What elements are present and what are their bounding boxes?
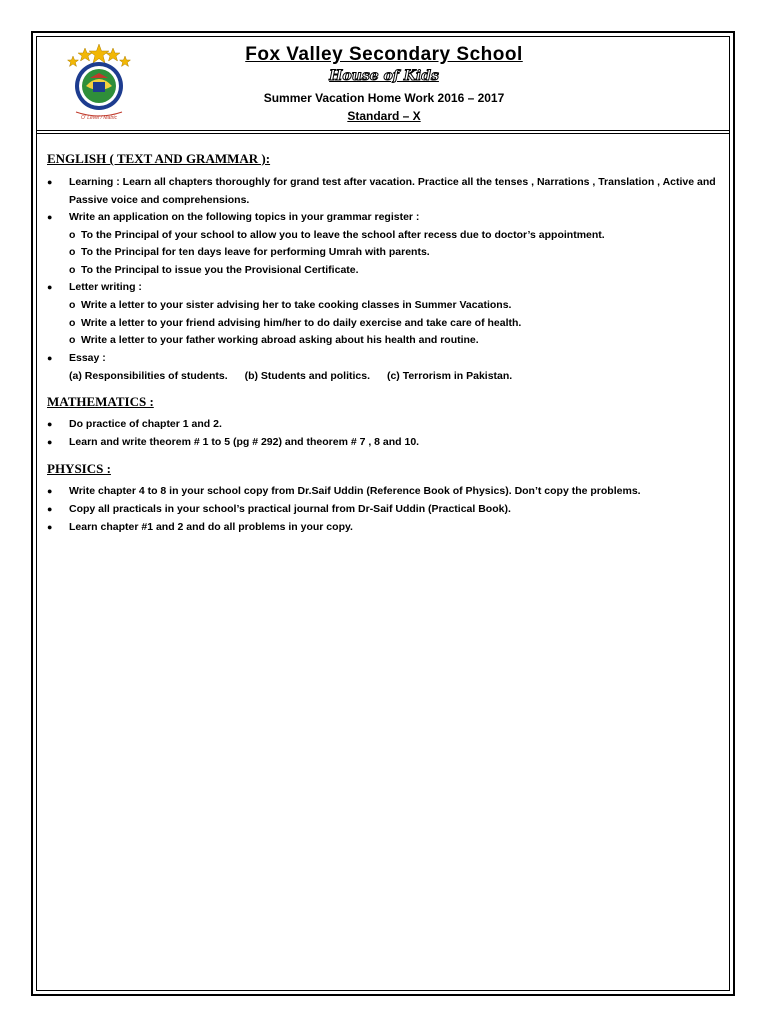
bullet-icon: ●	[47, 522, 53, 532]
star-icon	[68, 56, 79, 67]
header-divider-2	[36, 133, 730, 134]
essay-topics	[47, 368, 727, 386]
bullet-icon: ●	[47, 419, 53, 429]
sub-list-item-text: To the Principal of your school to allow you to leave the school after recess due to doctor’s appointment.	[81, 229, 605, 241]
bullet-icon: ●	[47, 486, 53, 496]
list-item	[47, 209, 727, 227]
star-icon	[78, 48, 92, 61]
list-item	[47, 483, 727, 501]
list-item-text: Do practice of chapter 1 and 2.	[69, 418, 222, 430]
sub-list-item	[69, 297, 729, 315]
sub-bullet-icon: o	[69, 299, 76, 311]
sub-list-item	[69, 315, 729, 333]
sub-list-item-text: To the Principal for ten days leave for performing Umrah with parents.	[81, 246, 430, 258]
essay-topic: (c) Terrorism in Pakistan.	[386, 370, 513, 382]
english-heading: ENGLISH ( TEXT AND GRAMMAR ):	[47, 151, 271, 166]
list-item-text: Learn and write theorem # 1 to 5 (pg # 292) and theorem # 7 , 8 and 10.	[69, 436, 420, 448]
list-item-text: Learning : Learn all chapters thoroughly for grand test after vacation. Practice all the tenses , Narrations , Translation , Active and Passive voice and comprehensions.	[69, 176, 716, 206]
bullet-icon: ●	[47, 437, 53, 447]
sub-bullet-icon: o	[69, 334, 76, 346]
list-item	[47, 416, 727, 434]
homework-title: Summer Vacation Home Work 2016 – 2017	[263, 91, 505, 105]
list-item	[47, 279, 727, 297]
list-item-text: Letter writing :	[69, 281, 142, 293]
bullet-icon: ●	[47, 282, 53, 292]
sub-list-item	[69, 332, 729, 350]
physics-heading: PHYSICS :	[47, 461, 111, 476]
house-name: House of Kids	[329, 68, 439, 84]
list-item-text: Write an application on the following topics in your grammar register :	[69, 211, 420, 223]
list-item-text: Essay :	[69, 352, 106, 364]
list-item	[47, 434, 727, 452]
sub-list-item-text: To the Principal to issue you the Provisional Certificate.	[81, 264, 359, 276]
star-icon	[106, 48, 120, 61]
sub-bullet-icon: o	[69, 317, 76, 329]
list-item	[47, 519, 727, 537]
list-item	[47, 174, 727, 210]
sub-list-item	[69, 227, 729, 245]
star-icon	[120, 56, 131, 67]
essay-topic: (b) Students and politics.	[244, 370, 371, 382]
bullet-icon: ●	[47, 353, 53, 363]
logo-motto: O' Level / Matric	[81, 115, 117, 121]
sub-list-item	[69, 262, 729, 280]
mathematics-heading: MATHEMATICS :	[47, 394, 154, 409]
standard-label: Standard – X	[347, 109, 421, 123]
sub-list-item-text: Write a letter to your sister advising her to take cooking classes in Summer Vacations.	[81, 299, 512, 311]
list-item-text: Copy all practicals in your school’s practical journal from Dr-Saif Uddin (Practical Book).	[69, 503, 511, 515]
header-divider	[36, 130, 730, 131]
sub-list-item	[69, 244, 729, 262]
bullet-icon: ●	[47, 177, 53, 187]
list-item	[47, 350, 727, 368]
sub-list-item-text: Write a letter to your friend advising him/her to do daily exercise and take care of health.	[81, 317, 522, 329]
bullet-icon: ●	[47, 212, 53, 222]
sub-bullet-icon: o	[69, 246, 76, 258]
sub-list-item-text: Write a letter to your father working abroad asking about his health and routine.	[81, 334, 479, 346]
bullet-icon: ●	[47, 504, 53, 514]
sub-bullet-icon: o	[69, 229, 76, 241]
sub-bullet-icon: o	[69, 264, 76, 276]
star-icon	[89, 44, 109, 63]
list-item	[47, 501, 727, 519]
list-item-text: Learn chapter #1 and 2 and do all problems in your copy.	[69, 521, 353, 533]
list-item-text: Write chapter 4 to 8 in your school copy from Dr.Saif Uddin (Reference Book of Physics). Don’t copy the problems.	[69, 485, 641, 497]
essay-topic: (a) Responsibilities of students.	[69, 370, 228, 382]
school-name: Fox Valley Secondary School	[245, 44, 523, 65]
school-logo	[64, 42, 134, 122]
